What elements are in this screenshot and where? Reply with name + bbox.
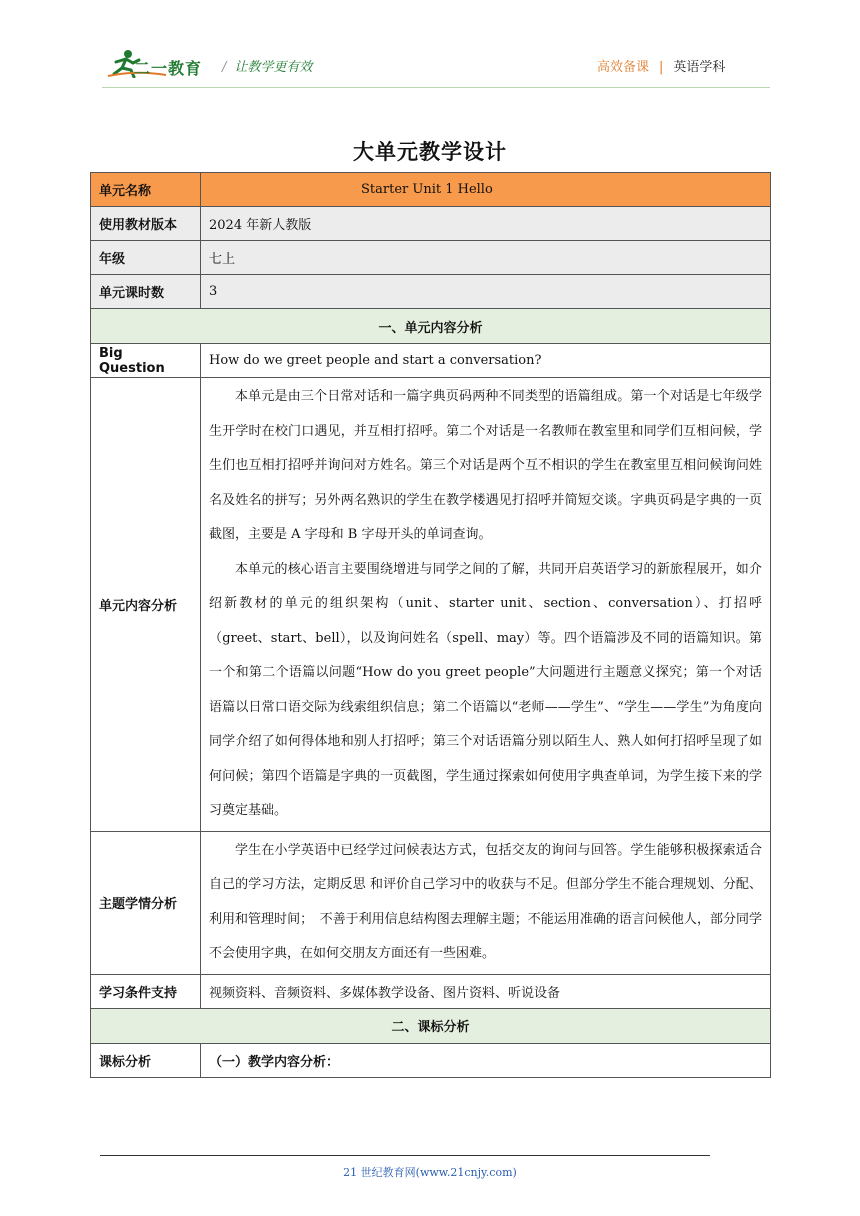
- page-header: [0, 0, 860, 100]
- brand-name: 二一教育: [134, 59, 203, 78]
- header-prep-label: 高效备课: [597, 60, 650, 75]
- header-subject: 英语学科: [673, 60, 726, 75]
- paragraph: 本单元的核心语言主要围绕增进与同学之间的了解，共同开启英语学习的新旅程展开，如介绍新教材的单元的组织架构（unit、starter unit、section、conversation）、打招呼（greet、start、bell），以及询问姓名（spell、may）等。四个语篇涉及不同的语篇知识。第一个和第二个语篇以问题“How do you greet people”大问题进行主题意义探究；第一个对话语篇以日常口语交际为线索组织信息；第二个语篇以“老师——学生”、“学生——学生”为角度向同学介绍了如何得体地和别人打招呼；第三个对话语篇分别以陌生人、熟人如何打招呼呈现了如何问候；第四个语篇是字典的一页截图，学生通过探索如何使用字典查单词，为学生接下来的学习奠定基础。: [209, 561, 762, 818]
- table-row-standard: [91, 1043, 771, 1077]
- section-header-row: [91, 1008, 771, 1043]
- big-question-value: How do we greet people and start a conversation?: [201, 344, 771, 378]
- paragraph: 学生在小学英语中已经学过问候表达方式，包括交友的询问与回答。学生能够积极探索适合自己的学习方法，定期反思 和评价自己学习中的收获与不足。但部分学生不能合理规划、分配、利用和管理时间； 不善于利用信息结构图去理解主题；不能运用准确的语言问候他人，部分同学不会使用字典，在如何交朋友方面还有一些困难。: [209, 842, 762, 961]
- page-title: 大单元教学设计: [353, 140, 507, 164]
- table-row-content-analysis: [91, 378, 771, 832]
- footer-source: 21 世纪教育网(www.21cnjy.com): [343, 1166, 517, 1179]
- slogan: / 让教学更有效: [222, 60, 313, 75]
- unit-name-value: Starter Unit 1 Hello: [201, 173, 771, 207]
- hours-value: 3: [201, 275, 771, 309]
- grade-value: 七上: [201, 241, 771, 275]
- paragraph: 本单元是由三个日常对话和一篇字典页码两种不同类型的语篇组成。第一个对话是七年级学生开学时在校门口遇见，并互相打招呼。第二个对话是一名教师在教室里和同学们互相问候，学生们也互相打招呼并询问对方姓名。第三个对话是两个互不相识的学生在教室里互相问候询问姓名及姓名的拼写；另外两名熟识的学生在教学楼遇见打招呼并简短交谈。字典页码是字典的一页截图，主要是 A 字母和 B 字母开头的单词查询。: [209, 389, 762, 542]
- header-subject-info: [597, 56, 725, 75]
- table-row-grade: [91, 241, 771, 275]
- row-label: 年级: [91, 241, 201, 275]
- row-label: 使用教材版本: [91, 207, 201, 241]
- section-title: 二、课标分析: [91, 1008, 771, 1043]
- learner-analysis-cell: [201, 831, 771, 974]
- row-label: 单元内容分析: [91, 378, 201, 832]
- design-table: [90, 172, 771, 1078]
- table-row-unit-name: [91, 173, 771, 207]
- row-label: 课标分析: [91, 1043, 201, 1077]
- table-row-edition: [91, 207, 771, 241]
- footer-divider: [100, 1155, 710, 1156]
- row-label: 学习条件支持: [91, 974, 201, 1008]
- conditions-value: 视频资料、音频资料、多媒体教学设备、图片资料、听说设备: [201, 974, 771, 1008]
- table-row-big-question: [91, 344, 771, 378]
- row-label: 单元名称: [91, 173, 201, 207]
- table-row-conditions: [91, 974, 771, 1008]
- table-row-hours: [91, 275, 771, 309]
- section-header-row: [91, 309, 771, 344]
- header-divider: [102, 87, 770, 88]
- row-label: 单元课时数: [91, 275, 201, 309]
- header-separator: |: [659, 60, 664, 75]
- content-analysis-cell: [201, 378, 771, 832]
- row-label: Big Question: [91, 344, 201, 378]
- table-row-learner-analysis: [91, 831, 771, 974]
- row-label: 主题学情分析: [91, 831, 201, 974]
- section-title: 一、单元内容分析: [91, 309, 771, 344]
- edition-value: 2024 年新人教版: [201, 207, 771, 241]
- slogan-text: 让教学更有效: [234, 60, 313, 75]
- standard-subheading: （一）教学内容分析：: [201, 1043, 771, 1077]
